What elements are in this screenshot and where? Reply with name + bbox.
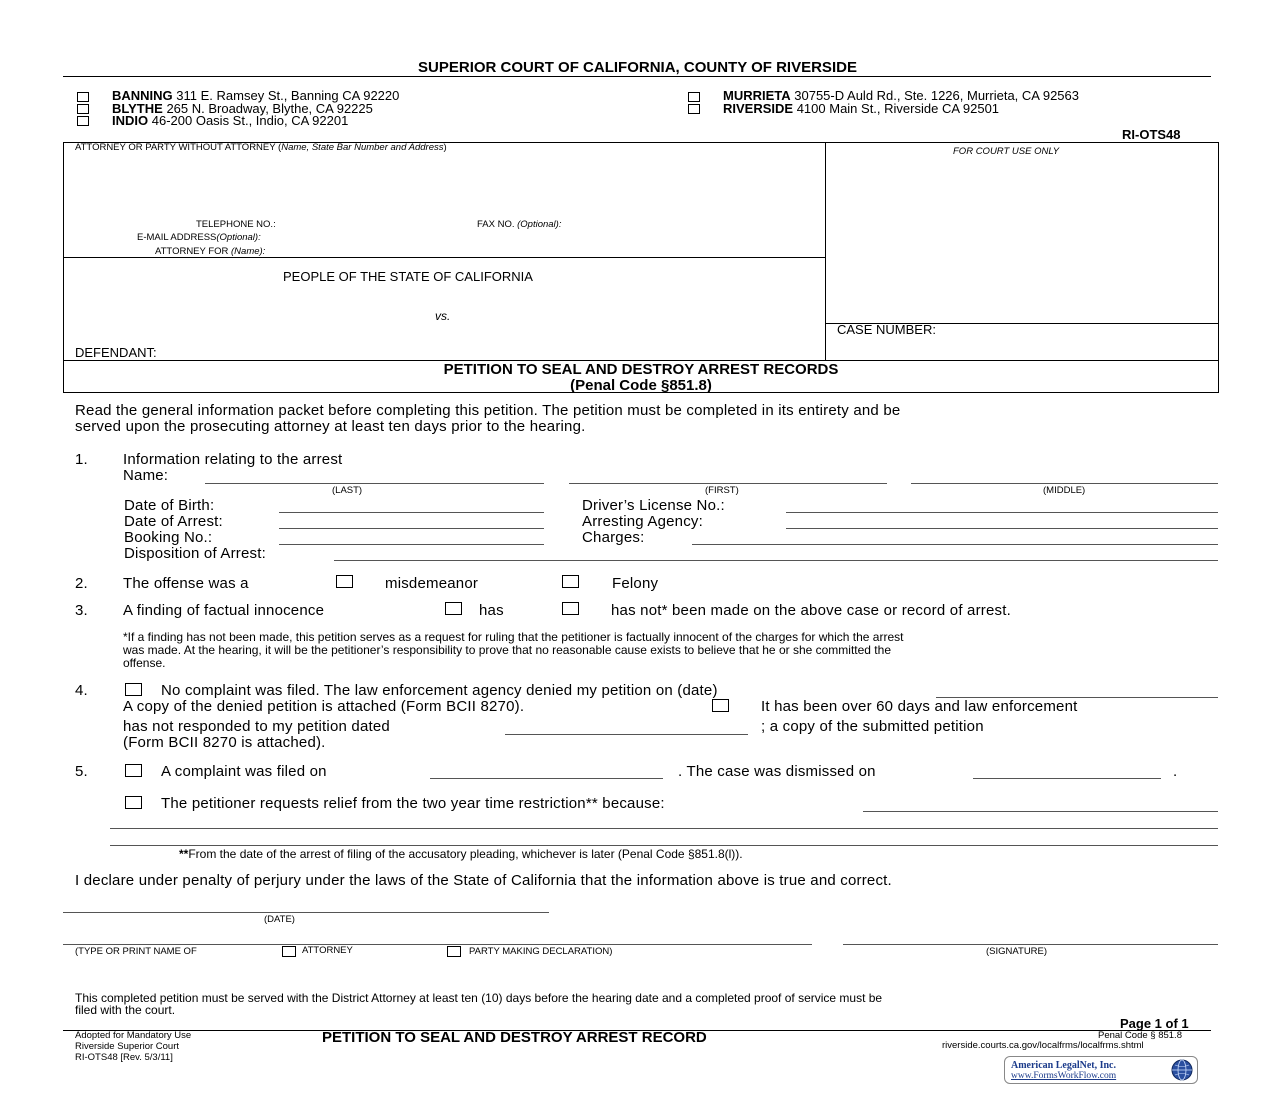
intro-line-2: served upon the prosecuting attorney at least ten days prior to the hearing. xyxy=(75,418,586,435)
relief-reason-field[interactable] xyxy=(863,811,1218,812)
email-label: E-MAIL ADDRESS(Optional): xyxy=(137,232,261,243)
denied-copy-label: A copy of the denied petition is attached (Form BCII 8270). xyxy=(123,698,525,715)
court-use-label: FOR COURT USE ONLY xyxy=(953,146,1060,157)
relief-reason-line-2[interactable] xyxy=(110,828,1218,829)
signature-field[interactable] xyxy=(843,944,1218,945)
location-checkbox-riverside[interactable] xyxy=(688,104,700,114)
form-subtitle: (Penal Code §851.8) xyxy=(570,377,712,394)
party-caption: PARTY MAKING DECLARATION) xyxy=(469,946,613,957)
date-caption: (DATE) xyxy=(264,914,295,925)
submitted-copy-label: ; a copy of the submitted petition xyxy=(761,718,984,735)
no-complaint-checkbox[interactable] xyxy=(125,683,142,696)
vs-label: vs. xyxy=(435,309,451,323)
section-3-note-2: was made. At the hearing, it will be the petitioner’s responsibility to prove that no reasonable cause exists to believe that he or she committed the xyxy=(123,643,891,657)
doa-label: Date of Arrest: xyxy=(124,513,223,530)
adopted-block: Adopted for Mandatory Use Riverside Superior Court RI-OTS48 [Rev. 5/3/11] xyxy=(75,1030,192,1063)
dl-field[interactable] xyxy=(786,512,1218,513)
has-not-checkbox[interactable] xyxy=(562,602,579,615)
section-4-number: 4. xyxy=(75,682,88,699)
caption-mid-rule xyxy=(825,142,826,360)
form-title: PETITION TO SEAL AND DESTROY ARREST RECORDS xyxy=(443,361,839,378)
has-label: has xyxy=(479,602,504,619)
misdemeanor-label: misdemeanor xyxy=(385,575,479,592)
has-checkbox[interactable] xyxy=(445,602,462,615)
doa-field[interactable] xyxy=(279,528,544,529)
relief-label: The petitioner requests relief from the two year time restriction** because: xyxy=(161,795,665,812)
location-checkbox-banning[interactable] xyxy=(77,92,89,102)
telephone-label: TELEPHONE NO.: xyxy=(196,219,276,230)
location-checkbox-murrieta[interactable] xyxy=(688,92,700,102)
attorney-label: ATTORNEY OR PARTY WITHOUT ATTORNEY (Name, State Bar Number and Address) xyxy=(75,142,447,153)
middle-name-field[interactable] xyxy=(911,483,1218,484)
defendant-label: DEFENDANT: xyxy=(75,345,157,360)
charges-label: Charges: xyxy=(582,529,645,546)
legalnet-logo[interactable] xyxy=(1004,1056,1198,1084)
agency-field[interactable] xyxy=(786,528,1218,529)
last-caption: (LAST) xyxy=(332,485,363,496)
complaint-filed-date-field[interactable] xyxy=(430,778,663,779)
section-1-heading: Information relating to the arrest xyxy=(123,451,343,468)
factual-innocence-label: A finding of factual innocence xyxy=(123,602,325,619)
party-checkbox[interactable] xyxy=(447,946,461,957)
form-attached-label: (Form BCII 8270 is attached). xyxy=(123,734,326,751)
attorney-caption: ATTORNEY xyxy=(302,945,353,956)
offense-label: The offense was a xyxy=(123,575,249,592)
name-label: Name: xyxy=(123,467,169,484)
over-60-days-checkbox[interactable] xyxy=(712,699,729,712)
location-checkbox-blythe[interactable] xyxy=(77,104,89,114)
relief-reason-line-3[interactable] xyxy=(110,845,1218,846)
dismissed-label: . The case was dismissed on xyxy=(678,763,876,780)
section-1-number: 1. xyxy=(75,451,88,468)
location-checkbox-indio[interactable] xyxy=(77,116,89,126)
last-name-field[interactable] xyxy=(205,483,544,484)
first-caption: (FIRST) xyxy=(705,485,739,496)
type-print-caption: (TYPE OR PRINT NAME OF xyxy=(75,946,197,957)
globe-icon xyxy=(1171,1059,1193,1081)
location-blythe: BLYTHE 265 N. Broadway, Blythe, CA 92225 xyxy=(112,101,373,116)
location-murrieta: MURRIETA 30755-D Auld Rd., Ste. 1226, Murrieta, CA 92563 xyxy=(723,88,1079,103)
people-label: PEOPLE OF THE STATE OF CALIFORNIA xyxy=(283,269,533,284)
page-number: Page 1 of 1 xyxy=(1120,1016,1189,1031)
disposition-label: Disposition of Arrest: xyxy=(124,545,266,562)
attorney-checkbox[interactable] xyxy=(282,946,296,957)
booking-label: Booking No.: xyxy=(124,529,213,546)
agency-label: Arresting Agency: xyxy=(582,513,703,530)
booking-field[interactable] xyxy=(279,544,544,545)
service-note-2: filed with the court. xyxy=(75,1003,176,1017)
dismissed-date-field[interactable] xyxy=(973,778,1161,779)
dob-field[interactable] xyxy=(279,512,544,513)
middle-caption: (MIDDLE) xyxy=(1043,485,1086,496)
location-indio: INDIO 46-200 Oasis St., Indio, CA 92201 xyxy=(112,113,349,128)
logo-url[interactable]: www.FormsWorkFlow.com xyxy=(1011,1071,1117,1081)
declaration-text: I declare under penalty of perjury under the laws of the State of California that the information above is true and correct. xyxy=(75,872,892,889)
intro-line-1: Read the general information packet before completing this petition. The petition must be completed in its entirety and be xyxy=(75,402,901,419)
form-id: RI-OTS48 xyxy=(1122,127,1181,142)
header-rule xyxy=(63,76,1211,77)
fax-label: FAX NO. (Optional): xyxy=(477,219,562,230)
dismissed-period: . xyxy=(1173,763,1178,780)
attorney-for-label: ATTORNEY FOR (Name): xyxy=(155,246,266,257)
court-website[interactable]: riverside.courts.ca.gov/localfrms/localfrms.shtml xyxy=(942,1040,1144,1051)
not-responded-label: has not responded to my petition dated xyxy=(123,718,390,735)
location-banning: BANNING 311 E. Ramsey St., Banning CA 92220 xyxy=(112,88,400,103)
caption-left-rule xyxy=(63,142,64,392)
caption-right-rule xyxy=(1218,142,1219,392)
section-5-number: 5. xyxy=(75,763,88,780)
two-year-footnote: **From the date of the arrest of filing of the accusatory pleading, whichever is later (Penal Code §851.8(l)). xyxy=(179,847,743,861)
section-3-note-3: offense. xyxy=(123,656,166,670)
felony-checkbox[interactable] xyxy=(562,575,579,588)
charges-field[interactable] xyxy=(692,544,1218,545)
date-field[interactable] xyxy=(63,912,549,913)
section-2-number: 2. xyxy=(75,575,88,592)
complaint-filed-checkbox[interactable] xyxy=(125,764,142,777)
section-3-number: 3. xyxy=(75,602,88,619)
no-complaint-label: No complaint was filed. The law enforcement agency denied my petition on (date) xyxy=(161,682,718,699)
location-riverside: RIVERSIDE 4100 Main St., Riverside CA 92501 xyxy=(723,101,1000,116)
logo-name: American LegalNet, Inc. xyxy=(1011,1060,1116,1071)
signature-caption: (SIGNATURE) xyxy=(986,946,1048,957)
relief-checkbox[interactable] xyxy=(125,796,142,809)
case-number-label: CASE NUMBER: xyxy=(837,322,936,337)
over-60-days-label: It has been over 60 days and law enforcement xyxy=(761,698,1078,715)
court-title: SUPERIOR COURT OF CALIFORNIA, COUNTY OF RIVERSIDE xyxy=(418,59,857,76)
felony-label: Felony xyxy=(612,575,659,592)
caption-attorney-rule xyxy=(63,257,825,258)
first-name-field[interactable] xyxy=(569,483,887,484)
petition-dated-field[interactable] xyxy=(505,734,748,735)
dob-label: Date of Birth: xyxy=(124,497,215,514)
disposition-field[interactable] xyxy=(334,560,1218,561)
has-not-label: has not* been made on the above case or record of arrest. xyxy=(611,602,1011,619)
section-3-note-1: *If a finding has not been made, this petition serves as a request for ruling that the petitioner is factually innocent of the charges for which the arrest xyxy=(123,630,904,644)
service-note-1: This completed petition must be served with the District Attorney at least ten (10) days before the hearing date and a completed proof of service must be xyxy=(75,991,883,1005)
misdemeanor-checkbox[interactable] xyxy=(336,575,353,588)
penal-code-ref: Penal Code § 851.8 xyxy=(1098,1030,1182,1041)
dl-label: Driver’s License No.: xyxy=(582,497,725,514)
printed-name-field[interactable] xyxy=(63,944,812,945)
footer-title: PETITION TO SEAL AND DESTROY ARREST RECORD xyxy=(322,1029,707,1046)
complaint-filed-label: A complaint was filed on xyxy=(161,763,327,780)
